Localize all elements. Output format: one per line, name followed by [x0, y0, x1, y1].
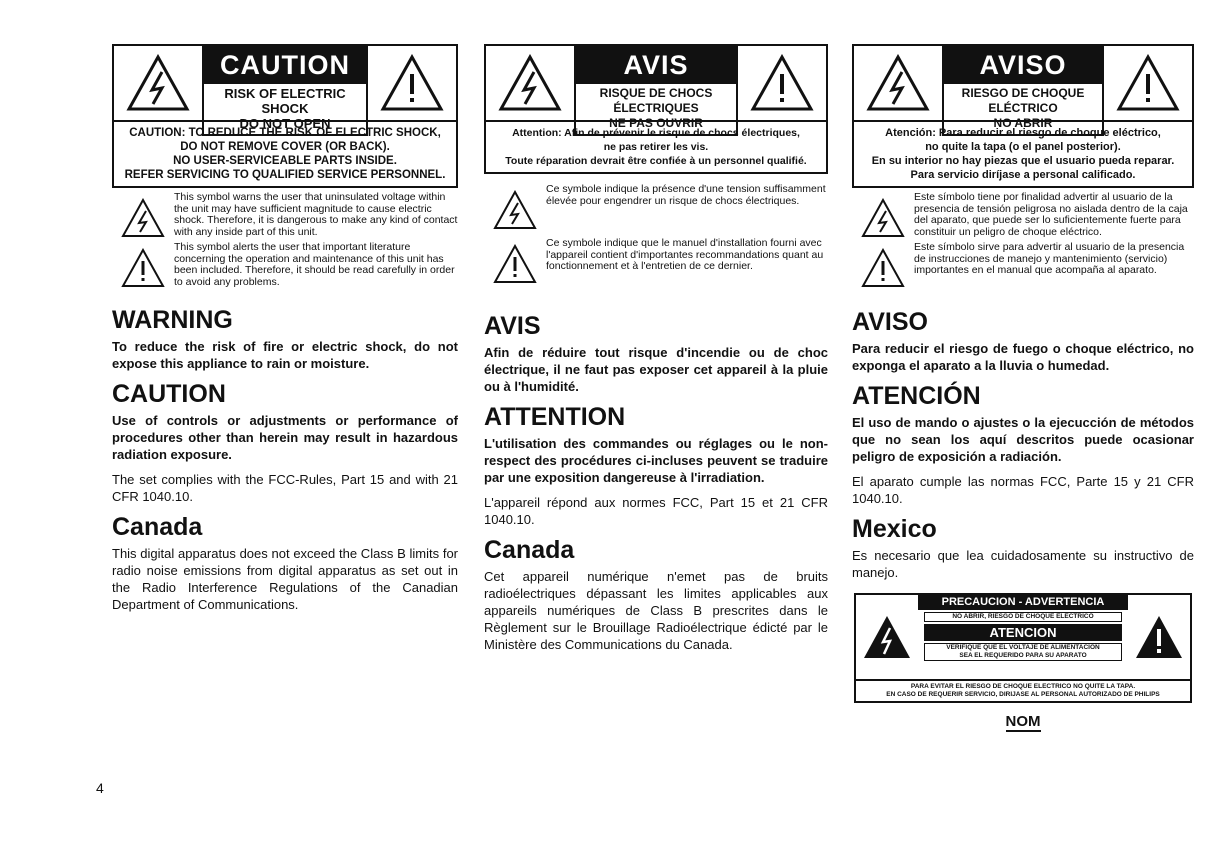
mexico-label-small1: NO ABRIR, RIESGO DE CHOQUE ELECTRICO [924, 612, 1122, 622]
exclamation-warning-icon [1128, 595, 1190, 679]
section-text: Use of controls or adjustments or performance of procedures other than herein may result in hazardous radiation exposure. [112, 413, 458, 462]
symbol-description: Ce symbole indique que le manuel d'installation fourni avec l'appareil contient d'importantes recommandations quant au fonctionnement et à l'entretien de ce dernier. [546, 237, 824, 272]
caution-label-box [852, 44, 1194, 188]
caution-label-box [112, 44, 458, 188]
lightning-warning-icon [114, 46, 202, 120]
section-text: Es necesario que lea cuidadosamente su instructivo de manejo. [852, 548, 1194, 580]
section-title: ATENCIÓN [852, 382, 981, 410]
caution-label-box [484, 44, 828, 174]
lightning-triangle-icon [852, 192, 914, 238]
symbol-description: Este símbolo sirve para advertir al usuario de la presencia de instrucciones de manejo y mantenimiento (servicio) importantes en el manual que acompaña al aparato. [914, 241, 1185, 276]
symbol-description: Este símbolo tiene por finalidad advertir al usuario de la presencia de tensión peligrosa no aislada dentro de la caja del aparato, que puede ser lo suficientemente fuerte para constituir un peligro de choque eléctrico. [914, 191, 1188, 238]
column-french [484, 44, 828, 653]
mexico-label-small3: SEA EL REQUERIDO PARA SU APARATO [959, 652, 1087, 659]
caution-box-line: Para servicio diríjase a personal calificado. [910, 169, 1136, 181]
caution-label-sub2: NO ABRIR [993, 116, 1053, 130]
section-text: El aparato cumple las normas FCC, Parte 15 y 21 CFR 1040.10. [852, 474, 1194, 506]
mexico-label-small2: VERIFIQUE QUE EL VOLTAJE DE ALIMENTACION [946, 644, 1100, 651]
lightning-triangle-icon [484, 184, 546, 230]
mexico-label-bottom: EN CASO DE REQUERIR SERVICIO, DIRIJASE AL PERSONAL AUTORIZADO DE PHILIPS [886, 691, 1160, 698]
caution-box-line: CAUTION: TO REDUCE THE RISK OF ELECTRIC SHOCK, [129, 127, 441, 139]
section-text: El uso de mando o ajustes o la ejecucción de métodos que no sean los aquí descritos puede ocasionar peligro de exposición a radiación. [852, 415, 1194, 464]
caution-box-line: DO NOT REMOVE COVER (OR BACK). [180, 141, 390, 153]
caution-box-line: NO USER-SERVICEABLE PARTS INSIDE. [173, 155, 397, 167]
section-text: This digital apparatus does not exceed the Class B limits for radio noise emissions from digital apparatus as set out in the Radio Interference Regulations of the Canadian Department of Communications. [112, 546, 458, 612]
section-text: The set complies with the FCC-Rules, Part 15 and with 21 CFR 1040.10. [112, 472, 458, 504]
caution-box-line: Atención: Para reducir el riesgo de choque eléctrico, [885, 127, 1161, 139]
page-number: 4 [96, 780, 104, 796]
symbol-description: This symbol alerts the user that important literature concerning the operation and maintenance of this unit has been included. Therefore, it should be read carefully in order to avoid any problems. [174, 241, 455, 288]
exclamation-triangle-icon [112, 242, 174, 288]
section-text: To reduce the risk of fire or electric shock, do not expose this appliance to rain or moisture. [112, 339, 458, 371]
section-title: AVIS [484, 312, 541, 340]
section-title: ATTENTION [484, 403, 626, 431]
caution-label-sub1: RIESGO DE CHOQUE ELÉCTRICO [961, 86, 1085, 115]
caution-label-head: CAUTION [202, 46, 368, 84]
section-title: Canada [484, 536, 575, 564]
column-spanish [852, 44, 1194, 730]
mexico-label-bottom: PARA EVITAR EL RIESGO DE CHOQUE ELECTRICO NO QUITE LA TAPA. [910, 683, 1136, 690]
section-title: Canada [112, 513, 203, 541]
caution-label-head: AVISO [942, 46, 1104, 84]
caution-label-sub1: RISQUE DE CHOCS ÉLECTRIQUES [599, 86, 713, 115]
mexico-warning-label [854, 593, 1192, 703]
exclamation-warning-icon [738, 46, 826, 120]
section-text: L'utilisation des commandes ou réglages ou le non-respect des procédures ci-incluses peuvent se traduire par une exposition dangereuse à l'irradiation. [484, 436, 828, 485]
section-title: Mexico [852, 515, 937, 543]
section-text: L'appareil répond aux normes FCC, Part 15 et 21 CFR 1040.10. [484, 495, 828, 527]
exclamation-warning-icon [1104, 46, 1192, 120]
lightning-warning-icon [854, 46, 942, 120]
lightning-warning-icon [856, 595, 918, 679]
symbol-description: Ce symbole indique la présence d'une tension suffisamment élevée pour engendrer un risque de chocs électriques. [546, 183, 826, 207]
caution-box-line: ne pas retirer les vis. [603, 141, 709, 153]
caution-box-line: no quite la tapa (o el panel posterior). [925, 141, 1121, 153]
caution-box-line: Attention: Afin de prévenir le risque de chocs électriques, [512, 127, 800, 139]
exclamation-triangle-icon [852, 242, 914, 288]
exclamation-warning-icon [368, 46, 456, 120]
symbol-description: This symbol warns the user that uninsulated voltage within the unit may have sufficient magnitude to cause electric shock. Therefore, it is dangerous to make any kind of contact with any inside part of this unit. [174, 191, 458, 238]
nom-logo: NOM [1005, 713, 1041, 730]
caution-box-line: En su interior no hay piezas que el usuario pueda reparar. [871, 155, 1175, 167]
section-text: Afin de réduire tout risque d'incendie ou de choc électrique, il ne faut pas exposer cet appareil à la pluie ou à l'humidité. [484, 345, 828, 394]
mexico-label-head2: ATENCION [924, 624, 1122, 641]
exclamation-triangle-icon [484, 238, 546, 284]
caution-label-head: AVIS [574, 46, 738, 84]
mexico-label-head1: PRECAUCION - ADVERTENCIA [918, 595, 1128, 610]
lightning-warning-icon [486, 46, 574, 120]
column-english [112, 44, 458, 613]
caution-label-sub2: NE PAS OUVRIR [609, 116, 703, 130]
caution-label-sub1: RISK OF ELECTRIC SHOCK [224, 86, 346, 116]
caution-box-line: REFER SERVICING TO QUALIFIED SERVICE PERSONNEL. [124, 169, 446, 181]
caution-box-line: Toute réparation devrait être confiée à un personnel qualifié. [505, 155, 807, 167]
caution-label-sub2: DO NOT OPEN [239, 116, 331, 131]
section-text: Cet appareil numérique n'emet pas de bruits radioélectriques dépassant les limites applicables aux appareils numériques de Class B prescrites dans le Règlement sur le Brouillage Radioélectrique édicté par le Ministère des Communications du Canada. [484, 569, 828, 652]
section-title: AVISO [852, 308, 928, 336]
lightning-triangle-icon [112, 192, 174, 238]
section-text: Para reducir el riesgo de fuego o choque eléctrico, no exponga el aparato a la lluvia o humedad. [852, 341, 1194, 373]
section-title: WARNING [112, 306, 233, 334]
section-title: CAUTION [112, 380, 226, 408]
